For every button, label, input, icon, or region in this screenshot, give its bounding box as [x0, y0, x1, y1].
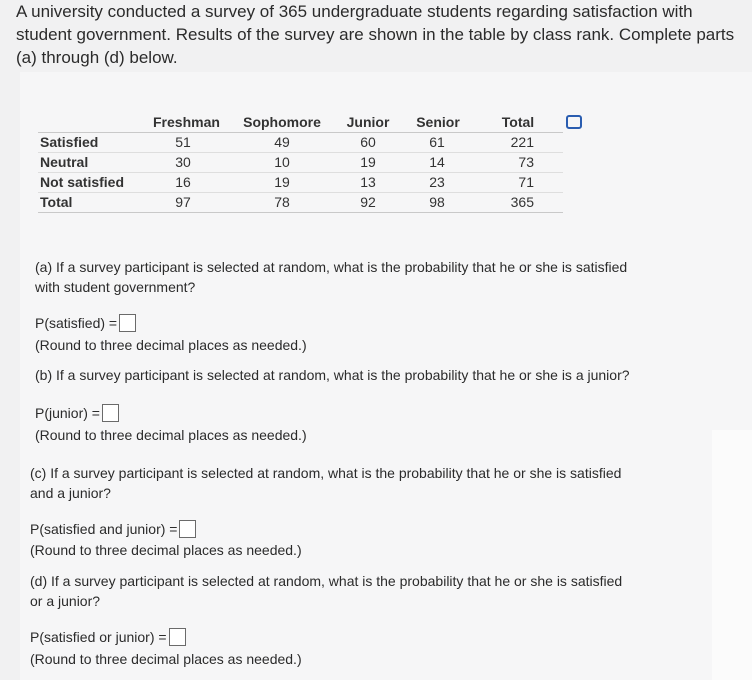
table-cell: 19: [274, 174, 290, 190]
problem-line-2: student government. Results of the survey are shown in the table by class rank. Complete parts: [16, 25, 735, 44]
problem-line-3: (a) through (d) below.: [16, 48, 178, 67]
round-note-a: (Round to three decimal places as needed.): [35, 337, 307, 353]
header-freshman: Freshman: [153, 114, 220, 130]
answer-c-input[interactable]: [179, 520, 196, 538]
table-cell: 98: [429, 194, 445, 210]
row-divider: [38, 192, 563, 193]
panel-edge: [712, 430, 752, 680]
question-a-line-2: with student government?: [35, 279, 196, 295]
question-c: [30, 463, 621, 503]
answer-a-label: P(satisfied) =: [35, 315, 118, 331]
header-total: Total: [501, 114, 535, 130]
problem-line-1: A university conducted a survey of 365 undergraduate students regarding satisfaction with: [16, 2, 693, 21]
question-b-line-1: (b) If a survey participant is selected at random, what is the probability that he or she is a junior?: [35, 367, 630, 383]
round-note-c: (Round to three decimal places as needed.): [30, 542, 302, 558]
table-cell: 51: [175, 134, 191, 150]
row-label-total: Total: [40, 194, 73, 210]
table-cell: 19: [360, 154, 376, 170]
table-cell: 61: [429, 134, 445, 150]
row-label-satisfied: Satisfied: [40, 134, 99, 150]
question-d-line-2: or a junior?: [30, 593, 101, 609]
table-cell: 92: [360, 194, 376, 210]
question-d: [30, 571, 622, 611]
row-divider: [38, 152, 563, 153]
table-cell: 97: [175, 194, 191, 210]
table-cell: 60: [360, 134, 376, 150]
answer-d-input[interactable]: [169, 628, 186, 646]
question-d-line-1: (d) If a survey participant is selected at random, what is the probability that he or she is satisfied: [30, 573, 623, 589]
answer-b-row: [35, 404, 119, 422]
table-cell: 23: [429, 174, 445, 190]
table-cell: 10: [274, 154, 290, 170]
table-cell: 30: [175, 154, 191, 170]
round-note-b: (Round to three decimal places as needed.): [35, 427, 307, 443]
question-c-line-1: (c) If a survey participant is selected at random, what is the probability that he or she is satisfied: [30, 465, 622, 481]
answer-b-label: P(junior) =: [35, 405, 100, 421]
answer-a-row: [35, 314, 136, 332]
header-sophomore: Sophomore: [243, 114, 321, 130]
round-note-d: (Round to three decimal places as needed.): [30, 651, 302, 667]
table-cell: 221: [510, 134, 534, 150]
table-cell: 365: [510, 194, 534, 210]
question-a: [35, 257, 627, 297]
row-label-neutral: Neutral: [40, 154, 89, 170]
answer-b-input[interactable]: [102, 404, 119, 422]
answer-d-label: P(satisfied or junior) =: [30, 629, 167, 645]
row-divider: [38, 172, 563, 173]
question-a-line-1: (a) If a survey participant is selected at random, what is the probability that he or she is satisfied: [35, 259, 628, 275]
table-cell: 71: [518, 174, 534, 190]
answer-c-label: P(satisfied and junior) =: [30, 521, 178, 537]
header-senior: Senior: [416, 114, 460, 130]
survey-table: [0, 0, 752, 240]
table-cell: 73: [518, 154, 534, 170]
header-junior: Junior: [346, 114, 390, 130]
answer-d-row: [30, 628, 186, 646]
answer-a-input[interactable]: [119, 314, 136, 332]
table-bottom-rule: [38, 212, 563, 213]
table-cell: 14: [429, 154, 445, 170]
question-c-line-2: and a junior?: [30, 485, 111, 501]
row-label-not-satisfied: Not satisfied: [40, 174, 125, 190]
table-cell: 13: [360, 174, 376, 190]
answer-c-row: [30, 520, 196, 538]
table-cell: 16: [175, 174, 191, 190]
question-b: [35, 365, 630, 385]
table-divider: [38, 132, 563, 133]
table-cell: 49: [274, 134, 290, 150]
copy-icon[interactable]: [566, 115, 582, 129]
table-cell: 78: [274, 194, 290, 210]
